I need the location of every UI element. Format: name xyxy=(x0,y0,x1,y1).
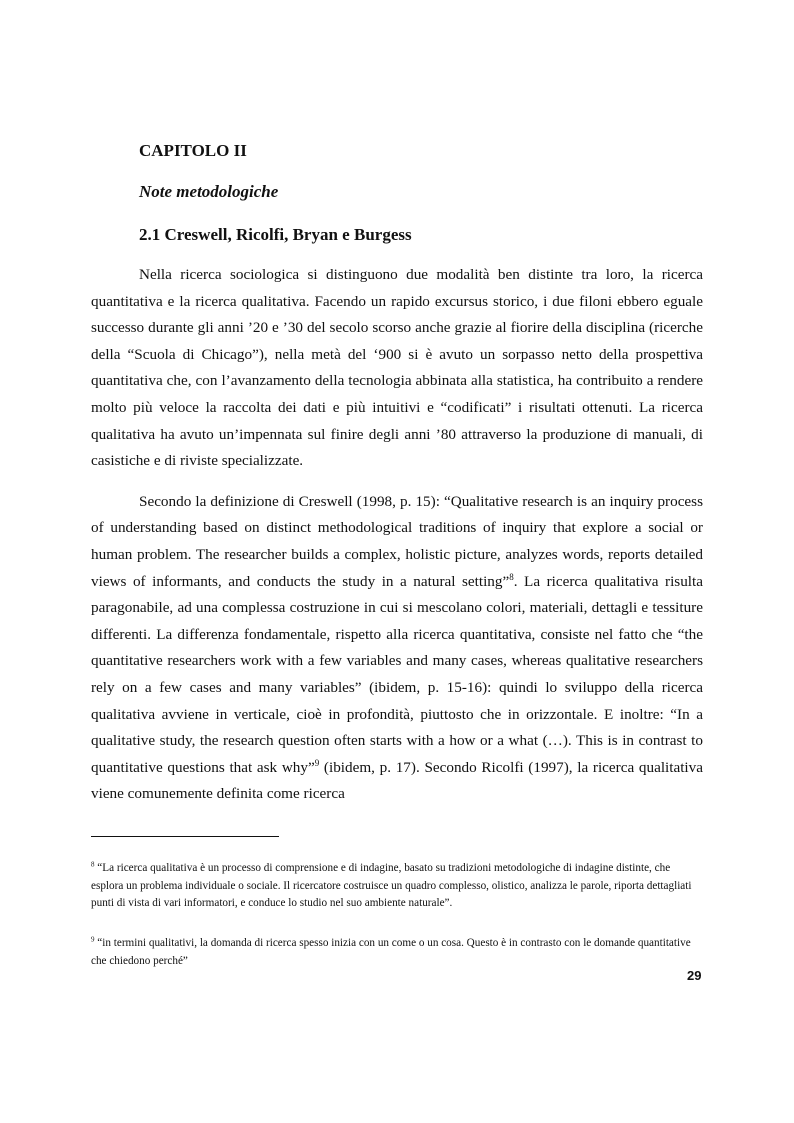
footnote-8 xyxy=(91,860,703,913)
footnote-ref-8[interactable]: 8 xyxy=(509,571,514,582)
chapter-heading: CAPITOLO II xyxy=(139,141,247,160)
footnote-8-text: “La ricerca qualitativa è un processo di comprensione e di indagine, basato su tradizioni metodologiche di indagine distinte, che esplora un problema individuale o sociale. Il ricercatore costruisce un quadro complesso, olistico, analizza le parole, riporta dettagliati punti di vista di vari informatori, e conduce lo studio nel suo ambiente naturale”. xyxy=(91,862,692,909)
footnote-separator xyxy=(91,836,279,837)
paragraph-2-text-b: . La ricerca qualitativa risulta paragonabile, ad una complessa costruzione in cui si mescolano colori, materiali, dettagli e tessiture differenti. La differenza fondamentale, rispetto alla ricerca quantitativa, consiste nel fatto che “the quantitative researchers work with a few variables and many cases, whereas qualitative researchers rely on a few cases and many variables” (ibidem, p. 15-16): quindi lo sviluppo della ricerca qualitativa avviene in verticale, cioè in profondità, piuttosto che in orizzontale. E inoltre: “In a qualitative study, the research question often starts with a how or a what (…). This is in contrast to quantitative questions that ask why” xyxy=(91,572,703,776)
footnote-8-marker: 8 xyxy=(91,860,95,869)
page-number: 29 xyxy=(687,968,702,983)
footnote-ref-9[interactable]: 9 xyxy=(314,757,320,768)
paragraph-2-text-a: Secondo la definizione di Creswell (1998, p. 15): “Qualitative research is an inquiry process of understanding based on distinct methodological traditions of inquiry that explore a social or human problem. The researcher builds a complex, holistic picture, analyzes words, reports detailed views of informants, and conducts the study in a natural setting” xyxy=(91,492,703,590)
section-heading: 2.1 Creswell, Ricolfi, Bryan e Burgess xyxy=(139,225,412,244)
paragraph-2-text-c: (ibidem, p. 17). Secondo Ricolfi (1997), la ricerca qualitativa viene comunemente definita come ricerca xyxy=(91,758,703,803)
chapter-subtitle: Note metodologiche xyxy=(139,182,279,201)
paragraph-2 xyxy=(91,489,703,808)
footnote-9 xyxy=(91,935,703,970)
body-text xyxy=(91,262,703,808)
paragraph-1: Nella ricerca sociologica si distinguono due modalità ben distinte tra loro, la ricerca quantitativa e la ricerca qualitativa. Facendo un rapido excursus storico, i due filoni ebbero eguale successo durante gli anni ’20 e ’30 del secolo scorso anche grazie al fiorire della disciplina (ricerche della “Scuola di Chicago”), nella metà del ‘900 si è avuto un sorpasso netto della prospettiva quantitativa che, con l’avanzamento della tecnologia abbinata alla statistica, ha contribuito a rendere molto più veloce la raccolta dei dati e più intuitivi e “codificati” i risultati ottenuti. La ricerca qualitativa ha avuto un’impennata sul finire degli anni ’80 attraverso la produzione di manuali, di casistiche e di riviste specializzate. xyxy=(91,266,703,470)
footnote-9-text: “in termini qualitativi, la domanda di ricerca spesso inizia con un come o un cosa. Questo è in contrasto con le domande quantitative che chiedono perché” xyxy=(91,937,691,967)
footnote-9-marker: 9 xyxy=(91,935,95,944)
